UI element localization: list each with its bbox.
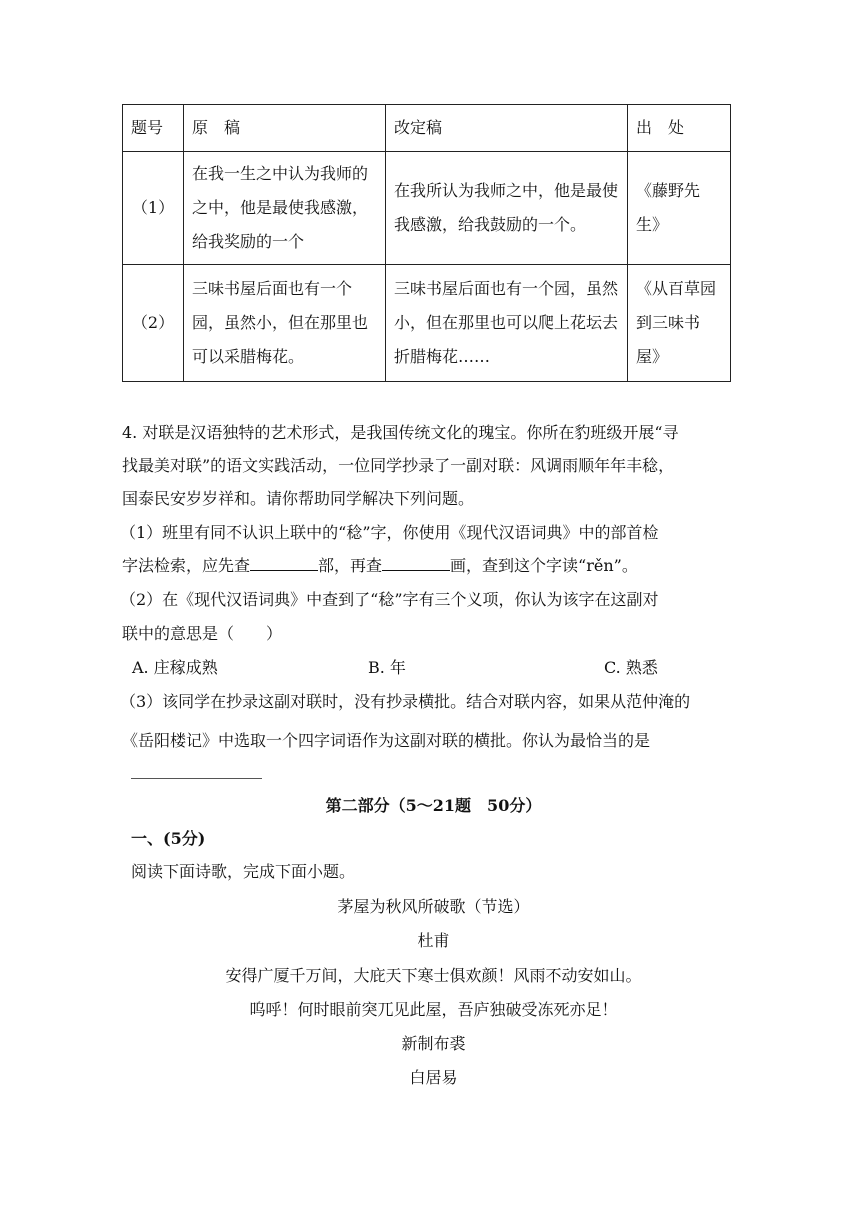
q4-sub1-line1: （1）班里有同不认识上联中的“稔”字，你使用《现代汉语词典》中的部首检 [120, 523, 659, 542]
header-revised: 改定稿 [386, 105, 628, 152]
q4-sub1-text-b: 部，再查 [318, 556, 383, 575]
table-header-row [123, 105, 731, 152]
section-instruction: 阅读下面诗歌，完成下面小题。 [131, 862, 356, 881]
revision-table [122, 104, 731, 382]
poem1-line2: 呜呼！何时眼前突兀见此屋，吾庐独破受冻死亦足！ [249, 1000, 618, 1019]
q4-sub2-line1: （2）在《现代汉语词典》中查到了“稔”字有三个义项，你认为该字在这副对 [120, 590, 659, 609]
poem1-line1: 安得广厦千万间，大庇天下寒士俱欢颜！风雨不动安如山。 [225, 966, 642, 985]
header-number: 题号 [123, 105, 184, 152]
header-source: 出 处 [628, 105, 731, 152]
row-number: （2） [123, 265, 184, 382]
q4-sub3-line1: （3）该同学在抄录这副对联时，没有抄录横批。结合对联内容，如果从范仲淹的 [120, 692, 691, 711]
poem2-title: 新制布裘 [401, 1034, 466, 1053]
row-revised: 在我所认为我师之中，他是最使我感激，给我鼓励的一个。 [386, 152, 628, 265]
row-source: 《藤野先生》 [628, 152, 731, 265]
q4-sub1-text-a: 字法检索，应先查 [122, 556, 251, 575]
poem1-author: 杜甫 [417, 931, 450, 950]
q4-stem-line1: 4. 对联是汉语独特的艺术形式，是我国传统文化的瑰宝。你所在豹班级开展“寻 [122, 423, 679, 442]
option-c: C. 熟悉 [604, 658, 658, 677]
row-original: 在我一生之中认为我师的之中，他是最使我感激，给我奖励的一个 [184, 152, 386, 265]
answer-blank-radical[interactable] [250, 556, 318, 571]
section-heading: 一、(5分) [131, 829, 206, 848]
q4-sub2-line2: 联中的意思是（ ） [122, 624, 283, 643]
option-b: B. 年 [368, 658, 406, 677]
row-original: 三味书屋后面也有一个园，虽然小，但在那里也可以采腊梅花。 [184, 265, 386, 382]
part2-title: 第二部分（5～21题 50分） [325, 796, 542, 815]
header-original: 原 稿 [184, 105, 386, 152]
answer-blank-strokes[interactable] [382, 556, 450, 571]
poem1-title: 茅屋为秋风所破歌（节选） [337, 897, 530, 916]
answer-blank-heading[interactable] [131, 778, 262, 779]
q4-stem-line3: 国泰民安岁岁祥和。请你帮助同学解决下列问题。 [122, 489, 475, 508]
row-number: （1） [123, 152, 184, 265]
q4-stem-line2: 找最美对联”的语文实践活动，一位同学抄录了一副对联：风调雨顺年年丰稔， [122, 456, 675, 475]
table-row [123, 152, 731, 265]
table-row [123, 265, 731, 382]
row-revised: 三味书屋后面也有一个园，虽然小，但在那里也可以爬上花坛去折腊梅花…… [386, 265, 628, 382]
option-a: A. 庄稼成熟 [132, 658, 218, 677]
q4-sub3-line2: 《岳阳楼记》中选取一个四字词语作为这副对联的横批。你认为最恰当的是 [122, 731, 651, 750]
q4-sub1-text-c: 画，查到这个字读“rěn”。 [450, 556, 638, 575]
row-source: 《从百草园到三味书屋》 [628, 265, 731, 382]
poem2-author: 白居易 [409, 1068, 458, 1087]
q4-sub1-line2 [122, 556, 742, 576]
